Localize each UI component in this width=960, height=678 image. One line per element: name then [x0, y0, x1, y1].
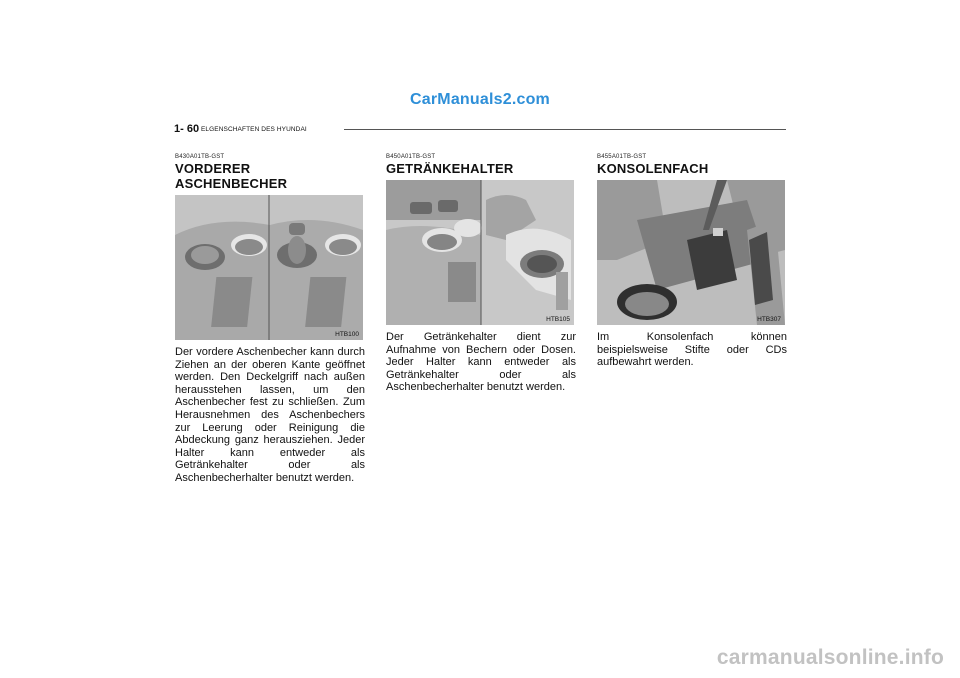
- header-rule: [344, 129, 786, 130]
- ashtray-illustration: [175, 195, 363, 340]
- image-code: HTB307: [757, 316, 781, 323]
- image-code: HTB100: [335, 331, 359, 338]
- section-text: Der Getränkehalter dient zur Aufnahme von Bechern oder Dosen. Jeder Halter kann entweder als Getränkehalter oder als Aschenbecherhalter benutzt werden.: [386, 331, 576, 394]
- section-text: Im Konsolenfach können beispielsweise Stifte oder CDs aufbewahrt werden.: [597, 331, 787, 369]
- column-getraenkehalter: [386, 154, 576, 394]
- page-header: [174, 122, 786, 138]
- photo-cupholder: [386, 180, 574, 325]
- console-illustration: [597, 180, 785, 325]
- section-title: ELGENSCHAFTEN DES HYUNDAI: [201, 126, 307, 133]
- photo-console-compartment: [597, 180, 785, 325]
- section-text: Der vordere Aschenbecher kann durch Ziehen an der oberen Kante geöffnet werden. Den Deckelgriff nach außen herausstehen lassen, um den Aschenbecher fest zu schließen. Zum Herausnehmen des Aschenbechers zur Leerung oder Reinigung die Abdeckung ganz herausziehen. Jeder Halter kann entweder als Getränkehalter oder als Aschenbecherhalter benutzt werden.: [175, 346, 365, 484]
- watermark-top: CarManuals2.com: [410, 91, 550, 108]
- section-heading: GETRÄNKEHALTER: [386, 161, 514, 176]
- column-vorderer-aschenbecher: [175, 154, 365, 485]
- page-number: 1- 60: [174, 123, 200, 135]
- section-code: B455A01TB-GST: [597, 154, 647, 160]
- cupholder-illustration: [386, 180, 574, 325]
- watermark-bottom: carmanualsonline.info: [716, 646, 944, 669]
- section-code: B430A01TB-GST: [175, 154, 225, 160]
- image-code: HTB105: [546, 316, 570, 323]
- section-heading: KONSOLENFACH: [597, 161, 709, 176]
- section-heading: VORDERER ASCHENBECHER: [175, 161, 288, 191]
- column-konsolenfach: [597, 154, 787, 369]
- photo-ashtray: [175, 195, 363, 340]
- section-code: B450A01TB-GST: [386, 154, 436, 160]
